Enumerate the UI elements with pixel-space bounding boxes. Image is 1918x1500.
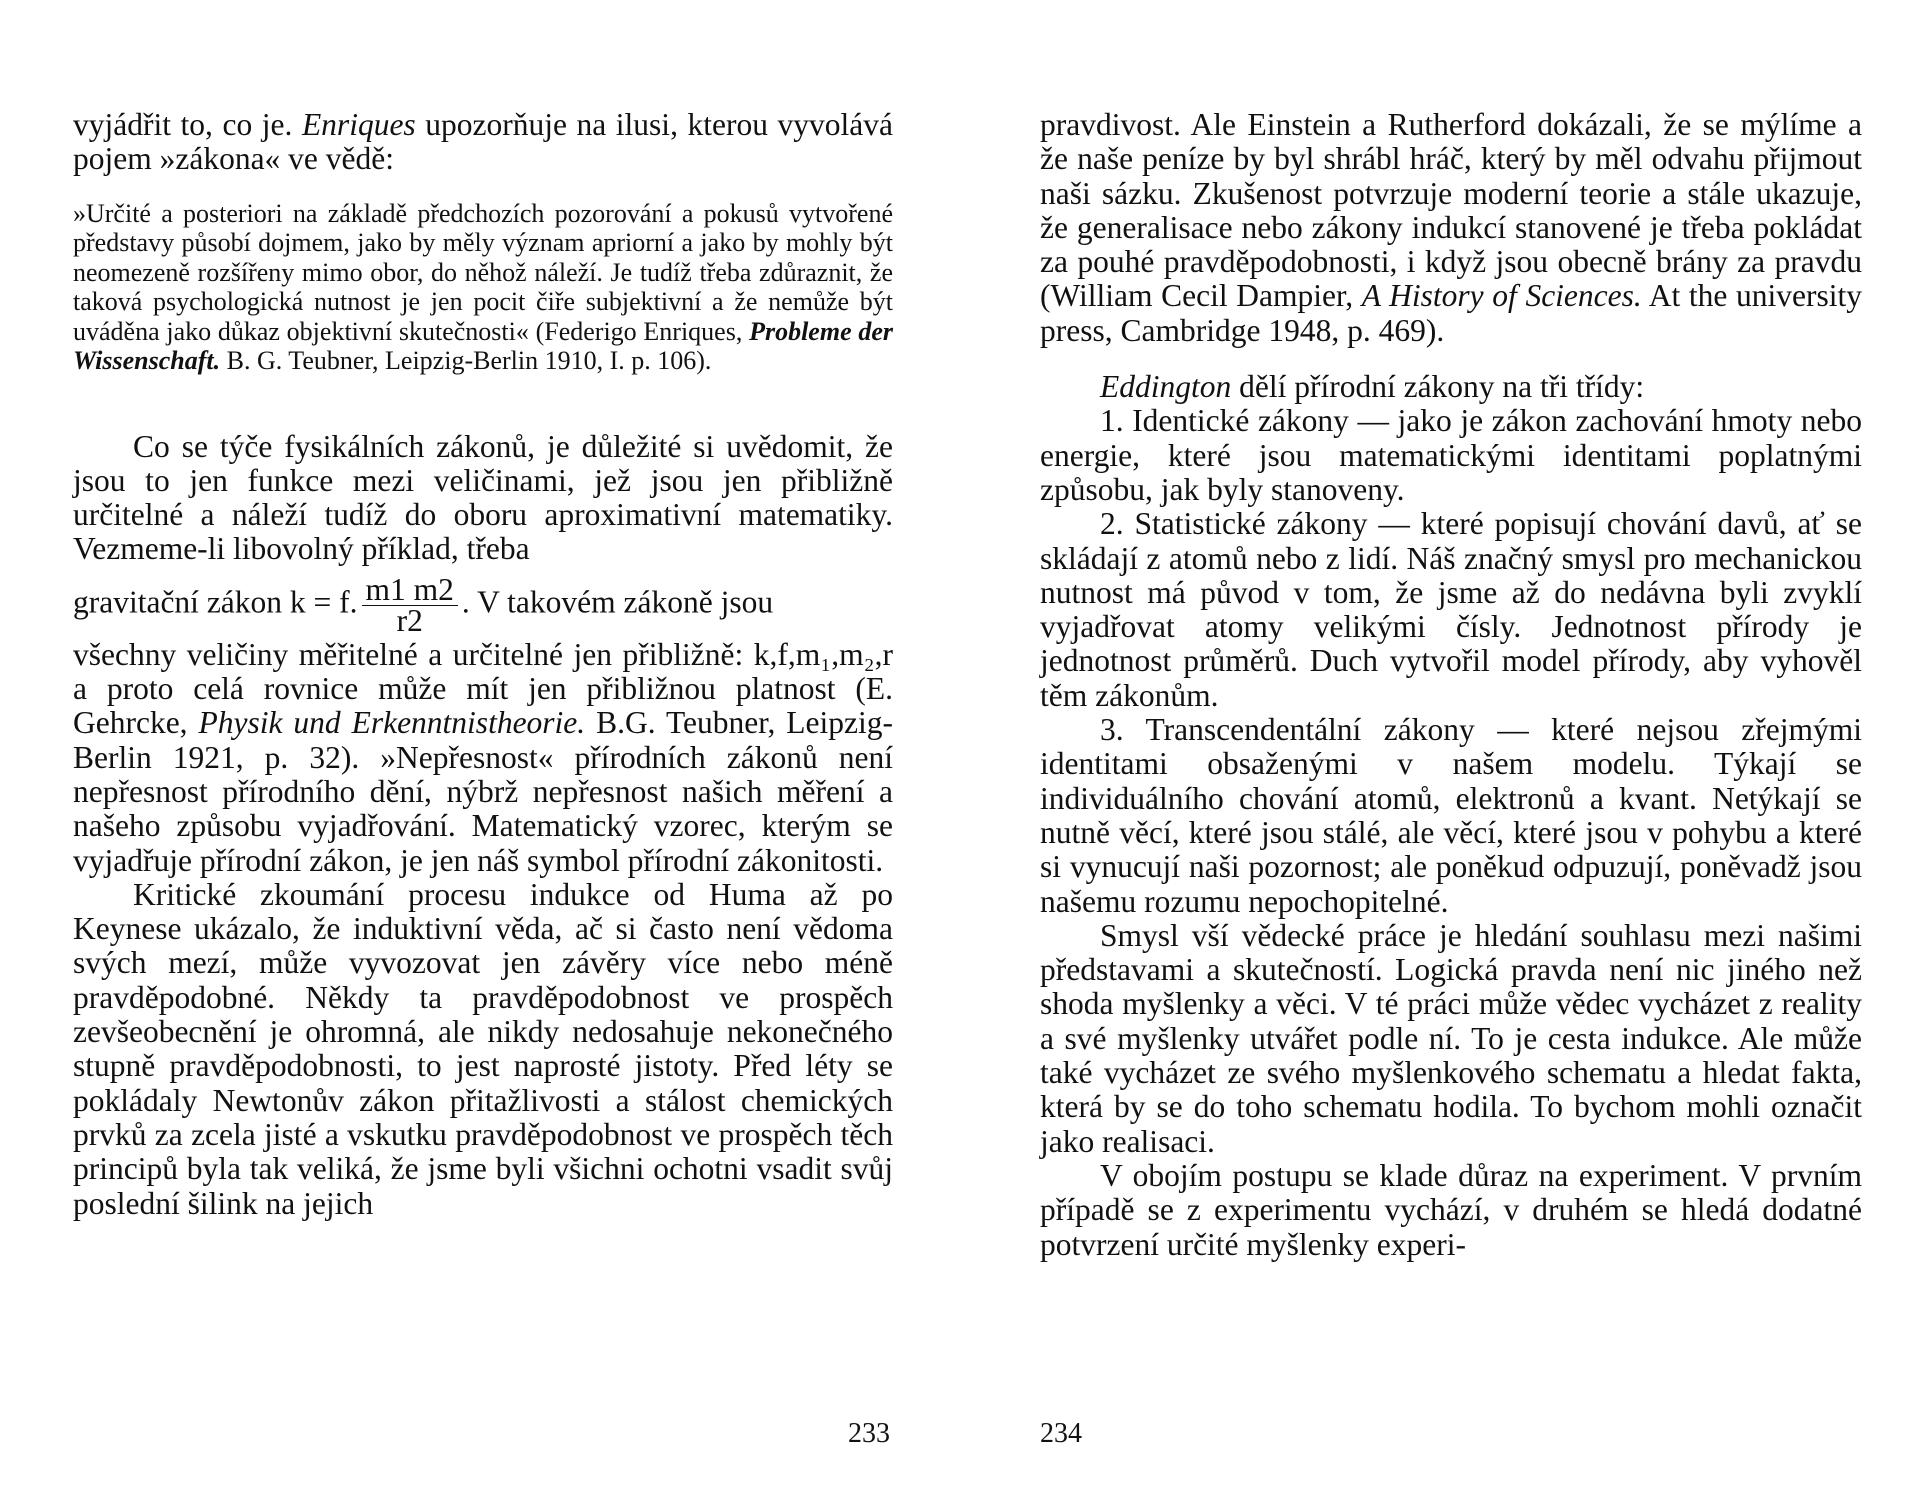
text-run: pravdivost. Ale Einstein a Rutherford dokázali, že se mýlíme a že naše peníze by byl shrábl hráč, který by měl odvahu přijmout naši sázku. Zkušenost potvrzuje moderní teorie a stále ukazuje, že generalisace nebo zákony indukcí stanovené je třeba pokládat za pouhé pravděpodobnosti, i když jsou obecně brány za pravdu (William Cecil Dampier, bbox=[1040, 107, 1862, 314]
paragraph bbox=[73, 638, 893, 878]
formula-line bbox=[73, 571, 893, 638]
paragraph bbox=[73, 108, 893, 177]
text-run: B.G. Teubner, Leipzig-Berlin 1921, p. 32). »Nepřesnost« přírodních zákonů není nepřesnost přírodního dění, nýbrž nepřesnost našich měření a našeho způsobu vyjadřování. Matematický vzorec, kterým se vyjadřuje přírodní zákon, je jen náš symbol přírodní zákonitosti. bbox=[73, 705, 893, 878]
text-run: B. G. Teubner, Leipzig-Berlin 1910, I. p. 106). bbox=[220, 346, 712, 376]
formula-prefix: gravitační zákon k = f. bbox=[73, 584, 358, 620]
block-quote bbox=[73, 199, 893, 376]
text-run: »Určité a posteriori na základě předchozích pozorování a pokusů vytvořené představy působí dojmem, jako by měly význam apriorní a jako by mohly být neomezeně rozšířeny mimo obor, do něhož náleží. Je tudíž třeba zdůraznit, že taková psychologická nutnost je jen pocit čiře subjektivní a že nemůže být uváděna jako důkaz objektivní skutečnosti« (Federigo Enriques, bbox=[73, 198, 893, 346]
left-page bbox=[73, 108, 893, 1221]
paragraph bbox=[1040, 108, 1862, 348]
text-run: At the university press, Cambridge 1948, p. 469). bbox=[1040, 278, 1863, 348]
paragraph: V obojím postupu se klade důraz na experiment. V prvním případě se z experimentu vychází, v druhém se hledá dodatné potvrzení určité myšlenky experi- bbox=[1040, 1157, 1862, 1262]
fraction-denominator: r2 bbox=[396, 602, 423, 638]
text-run: vyjádřit to, co je. bbox=[73, 107, 302, 142]
text-run: všechny veličiny měřitelné a určitelné jen přibližně: k,f,m₁,m₂,r a proto celá rovnice může mít jen přibližnou platnost (E. Gehrcke, bbox=[73, 636, 893, 741]
page-number: 233 bbox=[848, 1418, 890, 1449]
author-name: Enriques bbox=[301, 107, 416, 142]
book-title: Probleme der Wissenschaft. bbox=[73, 316, 894, 376]
page-number: 234 bbox=[1040, 1418, 1082, 1449]
list-item: 3. Transcendentální zákony — které nejsou zřejmými identitami obsaženými v našem modelu. Týkají se individuálního chování atomů, elektronů a kvant. Netýkají se nutně věcí, které jsou stálé, ale věcí, které jsou v pohybu a které si vynucují naši pozornost; ale poněkud odpuzují, poněvadž jsou našemu rozumu nepochopitelné. bbox=[1040, 712, 1862, 919]
text-run: upozorňuje na ilusi, kterou vyvolává pojem »zákona« ve vědě: bbox=[73, 107, 893, 177]
book-title: A History of Sciences. bbox=[1361, 278, 1642, 314]
formula-suffix: . V takovém zákoně jsou bbox=[461, 584, 774, 620]
author-name: Eddington bbox=[1100, 369, 1232, 405]
fraction-numerator: m1 m2 bbox=[362, 575, 458, 606]
list-item: 2. Statistické zákony — které popisují chování davů, ať se skládají z atomů nebo z lidí. Náš značný smysl pro mechanickou nutnost má původ v tom, že jsme až do nedávna byli zvyklí vyjadřovat atomy velikými čísly. Jednotnost přírody je jednotnost průměrů. Duch vytvořil model přírody, aby vyhověl těm zákonům. bbox=[1040, 506, 1862, 713]
list-item: 1. Identické zákony — jako je zákon zachování hmoty nebo energie, které jsou matematickými identitami poplatnými způsobu, jak byly stanoveny. bbox=[1040, 403, 1862, 507]
paragraph: Kritické zkoumání procesu indukce od Huma až po Keynese ukázalo, že induktivní věda, ač si často není vědoma svých mezí, může vyvozovat jen závěry více nebo méně pravděpodobné. Někdy ta pravděpodobnost ve prospěch zevšeobecnění je ohromná, ale nikdy nedosahuje nekonečného stupně pravděpodobnosti, to jest naprosté jistoty. Před léty se pokládaly Newtonův zákon přitažlivosti a stálost chemických prvků za zcela jisté a vskutku pravděpodobnost ve prospěch těch principů byla tak veliká, že jsme byli všichni ochotni vsadit svůj poslední šilink na jejich bbox=[73, 876, 893, 1221]
fraction bbox=[362, 571, 458, 638]
paragraph bbox=[1040, 370, 1862, 404]
right-page bbox=[1040, 108, 1862, 1262]
paragraph: Co se týče fysikálních zákonů, je důležité si uvědomit, že jsou to jen funkce mezi veličinami, jež jsou jen přibližně určitelné a náleží tudíž do oboru aproximativní matematiky. Vezmeme-li libovolný příklad, třeba bbox=[73, 428, 893, 567]
book-title: Physik und Erkenntnistheorie. bbox=[198, 705, 586, 741]
text-run: dělí přírodní zákony na tři třídy: bbox=[1231, 369, 1645, 405]
paragraph: Smysl vší vědecké práce je hledání souhlasu mezi našimi představami a skutečností. Logická pravda není nic jiného než shoda myšlenky a věci. V té práci může vědec vycházet z reality a své myšlenky utvářet podle ní. To je cesta indukce. Ale může také vycházet ze svého myšlenkového schematu a hledat fakta, která by se do toho schematu hodila. To bychom mohli označit jako realisaci. bbox=[1040, 917, 1862, 1159]
